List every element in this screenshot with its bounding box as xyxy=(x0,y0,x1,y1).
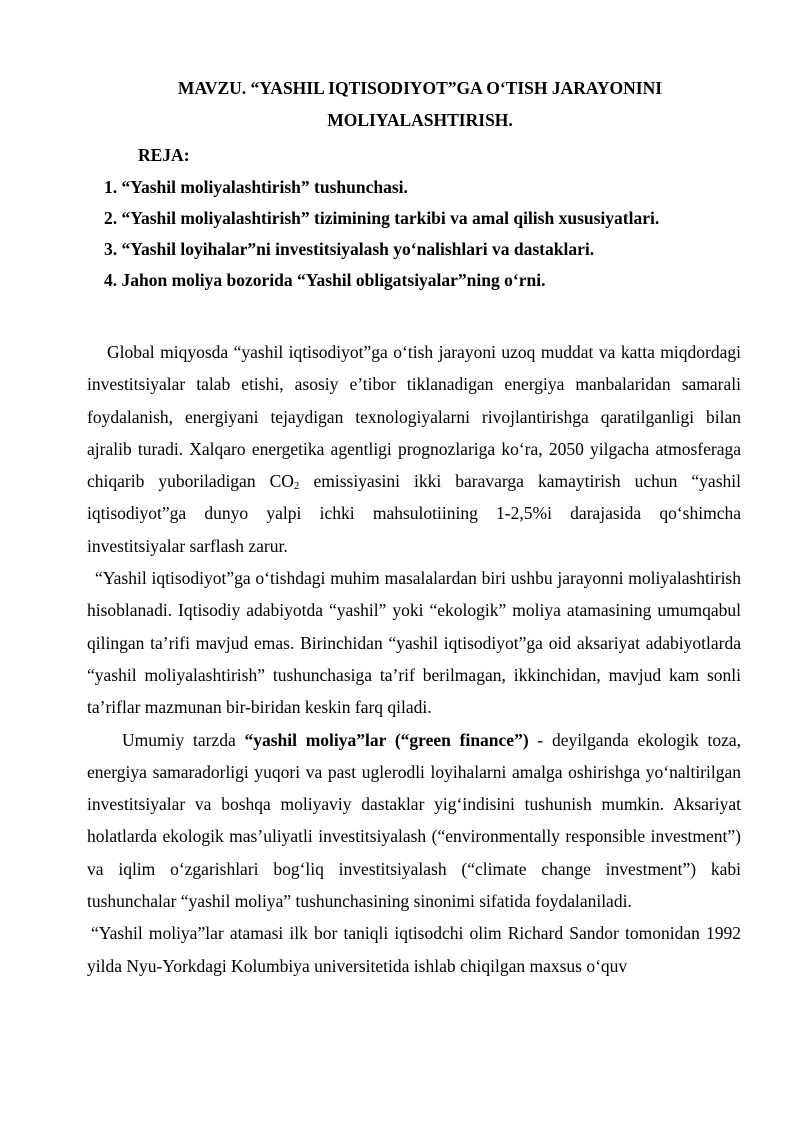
plan-item: 4. Jahon moliya bozorida “Yashil obligatsiyalar”ning o‘rni. xyxy=(104,270,546,290)
document-title-line-2: MOLIYALASHTIRISH. xyxy=(327,110,513,130)
plan-heading: REJA: xyxy=(138,145,190,165)
plan-item: 3. “Yashil loyihalar”ni investitsiyalash yo‘nalishlari va dastaklari. xyxy=(104,239,595,259)
co2-subscript: 2 xyxy=(293,480,300,493)
document-title-line-1: MAVZU. “YASHIL IQTISODIYOT”GA O‘TISH JARAYONINI xyxy=(177,78,663,98)
paragraph-2: “Yashil iqtisodiyot”ga o‘tishdagi muhim masalalardan biri ushbu jarayonni moliyalashtirish hisoblanadi. Iqtisodiy adabiyotda “yashil” yoki “ekologik” moliya atamasining umumqabul qilingan ta’rifi mavjud emas. Birinchidan “yashil iqtisodiyot”ga oid aksariyat adabiyotlarda “yashil moliyalashtirish” tushunchasiga ta’rif berilmagan, ikkinchidan, mavjud kam sonli ta’riflar mazmunan bir-biridan keskin farq qiladi. xyxy=(87,568,741,718)
green-finance-term: “yashil moliya”lar (“green finance”) xyxy=(244,729,529,750)
paragraph-3 xyxy=(87,724,741,918)
plan-item: 2. “Yashil moliyalashtirish” tizimining tarkibi va amal qilish xususiyatlari. xyxy=(104,208,660,228)
paragraph-3-text-b: - deyilganda ekologik toza, energiya samaradorligi yuqori va past uglerodli loyihalarni amalga oshirishga yo‘naltirilgan investitsiyalar va boshqa moliyaviy dastaklar yig‘indisini tushunish mumkin. Aksariyat holatlarda ekologik mas’uliyatli investitsiyalash (“environmentally responsible investment”) va iqlim o‘zgarishlari bog‘liq investitsiyalash (“climate change investment”) kabi tushunchalar “yashil moliya” tushunchasining sinonimi sifatida foydalaniladi. xyxy=(87,729,742,912)
plan-item: 1. “Yashil moliyalashtirish” tushunchasi. xyxy=(104,177,408,197)
paragraph-1-text-b: emissiyasini ikki baravarga kamaytirish uchun “yashil iqtisodiyot”ga dunyo yalpi ichki mahsulotiining 1-2,5%i darajasida qo‘shimcha investitsiyalar sarflash zarur. xyxy=(87,471,741,556)
paragraph-1 xyxy=(87,336,741,562)
plan-list xyxy=(104,172,659,296)
paragraph-3-text-a: Umumiy tarzda xyxy=(122,729,245,750)
paragraph-4: “Yashil moliya”lar atamasi ilk bor taniqli iqtisodchi olim Richard Sandor tomonidan 1992 yilda Nyu-Yorkdagi Kolumbiya universitetida ishlab chiqilgan maxsus o‘quv xyxy=(87,923,741,976)
paragraph-1-text-a: Global miqyosda “yashil iqtisodiyot”ga o‘tish jarayoni uzoq muddat va katta miqdordagi investitsiyalar talab etishi, asosiy e’tibor tiklanadigan energiya manbalaridan samarali foydalanish, energiyani tejaydigan texnologiyalarni rivojlantirishga qaratilganligi bilan ajralib turadi. Xalqaro energetika agentligi prognozlariga ko‘ra, 2050 yilgacha atmosferaga chiqarib yuboriladigan CO xyxy=(87,342,741,492)
document-body xyxy=(87,336,741,982)
